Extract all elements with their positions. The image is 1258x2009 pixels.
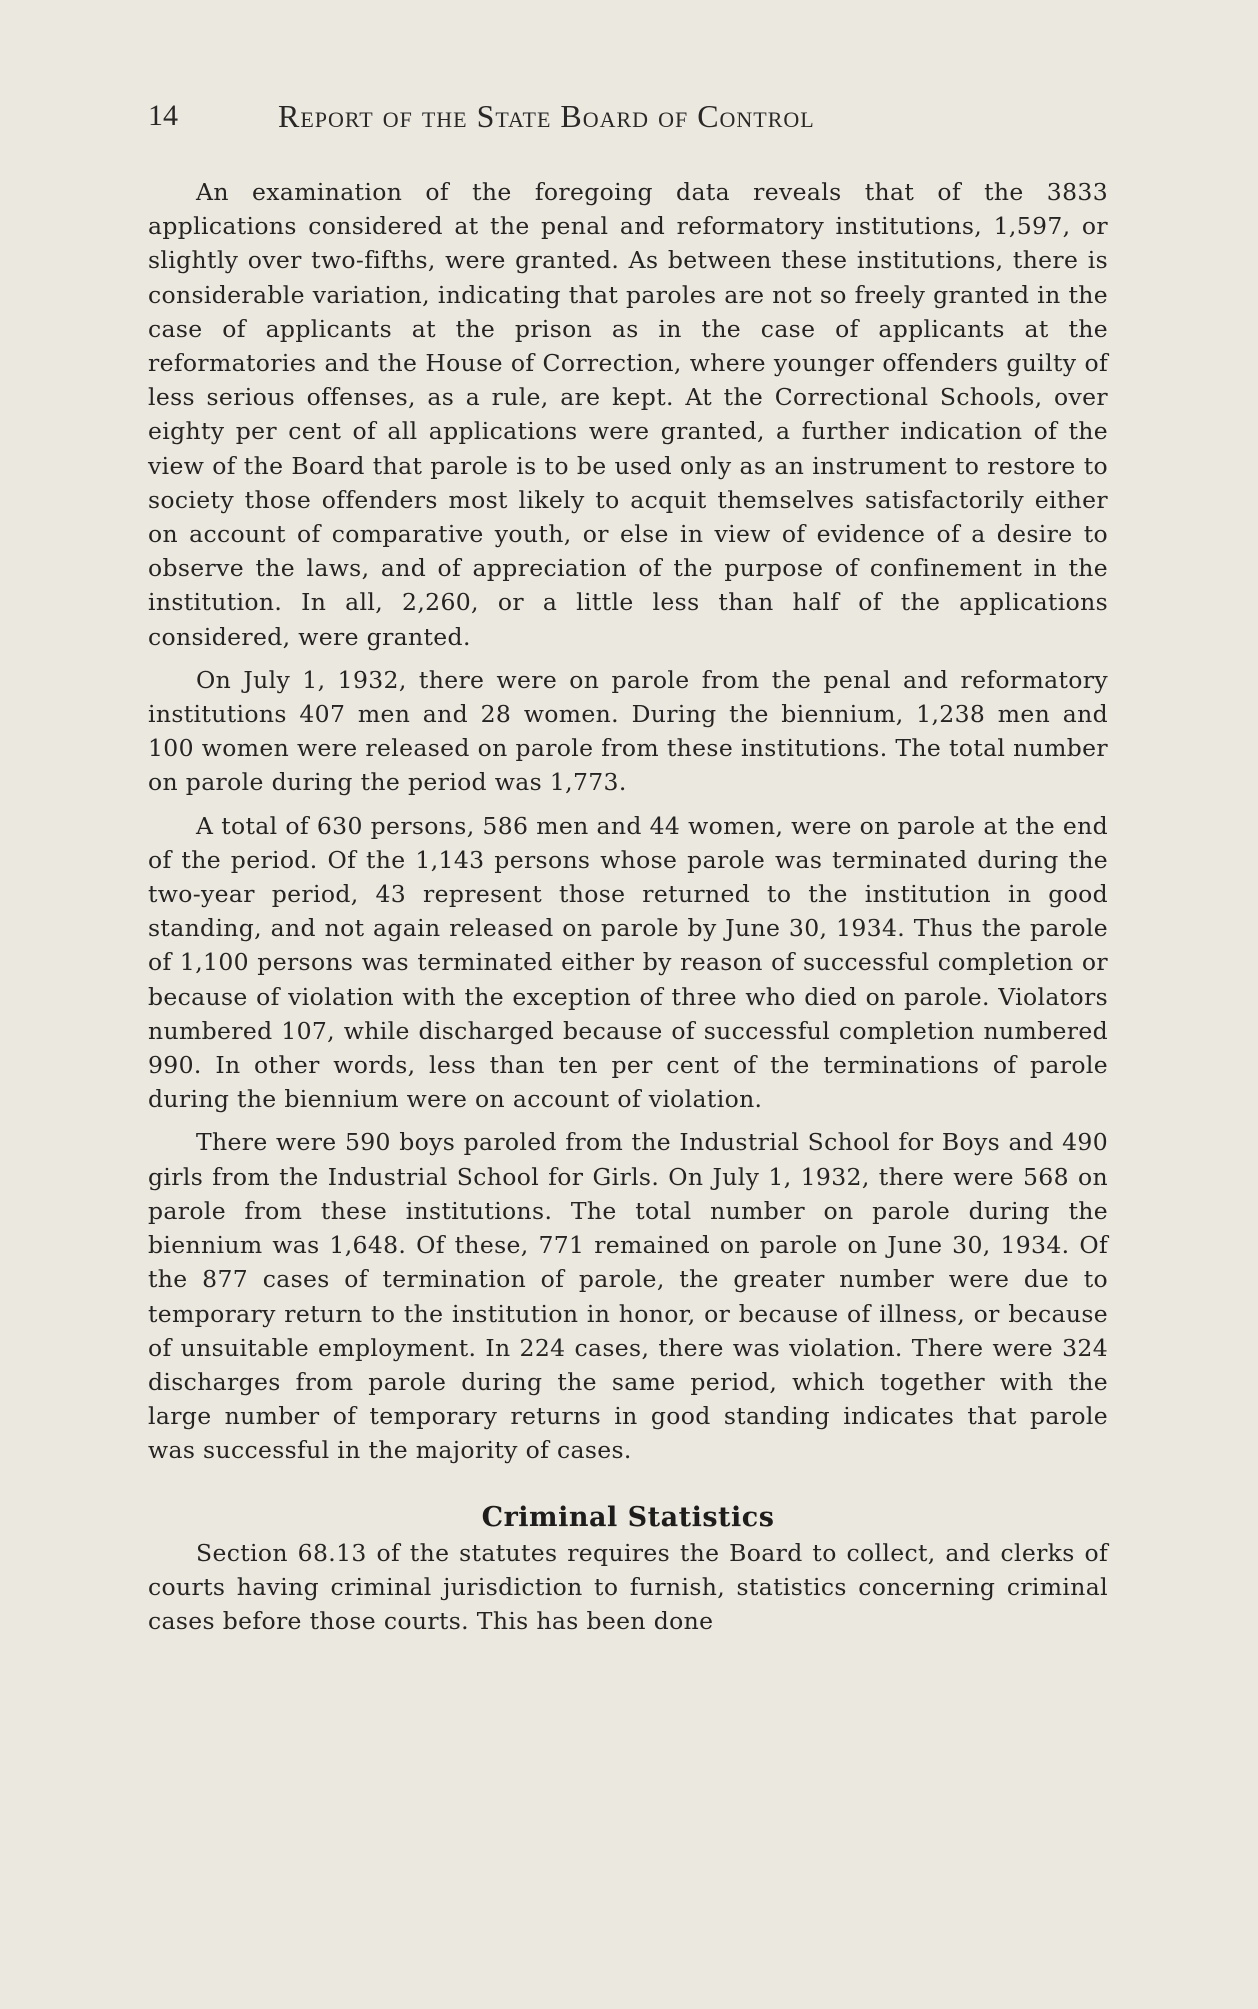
paragraph-parole-applications: An examination of the foregoing data reveals that of the 3833 applications considered at the penal and reformatory institutions, 1,597, or slightly over two-fifths, were granted. As between these institutions, there is considerable variation, indicating that paroles are not so freely granted in the case of applicants at the prison as in the case of applicants at the reformatories and the House of Correction, where younger offenders guilty of less serious offenses, as a rule, are kept. At the Correctional Schools, over eighty per cent of all applications were granted, a further indication of the view of the Board that parole is to be used only as an instrument to restore to society those offenders most likely to acquit themselves satisfactorily either on account of comparative youth, or else in view of evidence of a desire to observe the laws, and of appreciation of the purpose of confinement in the institution. In all, 2,260, or a little less than half of the applications considered, were granted. <box>148 178 1108 651</box>
running-head <box>148 96 1108 144</box>
paragraph-parole-terminations: A total of 630 persons, 586 men and 44 women, were on parole at the end of the period. Of the 1,143 persons whose parole was terminated during the two-year period, 43 represent those returned to the institution in good standing, and not again released on parole by June 30, 1934. Thus the parole of 1,100 persons was terminated either by reason of successful completion or because of violation with the exception of three who died on parole. Violators numbered 107, while discharged because of successful completion numbered 990. In other words, less than ten per cent of the terminations of parole during the biennium were on account of violation. <box>148 811 1108 1114</box>
running-head-title: Report of the State Board of Control <box>278 98 815 134</box>
paragraph-parole-july-1932: On July 1, 1932, there were on parole from the penal and reformatory institutions 407 men and 28 women. During the biennium, 1,238 men and 100 women were released on parole from these institutions. The total number on parole during the period was 1,773. <box>148 665 1108 797</box>
section-heading: Criminal Statistics <box>481 1501 775 1533</box>
paragraph-criminal-statistics: Section 68.13 of the statutes requires the Board to collect, and clerks of courts having criminal jurisdiction to furnish, statistics concerning criminal cases before those courts. This has been done <box>148 1538 1108 1635</box>
paragraph-industrial-schools: There were 590 boys paroled from the Industrial School for Boys and 490 girls from the Industrial School for Girls. On July 1, 1932, there were 568 on parole from these institutions. The total number on parole during the biennium was 1,648. Of these, 771 remained on parole on June 30, 1934. Of the 877 cases of termination of parole, the greater number were due to temporary return to the institution in honor, or because of illness, or because of unsuitable employment. In 224 cases, there was violation. There were 324 discharges from parole during the same period, which together with the large number of temporary returns in good standing indicates that parole was successful in the majority of cases. <box>148 1128 1108 1465</box>
page-number: 14 <box>148 99 178 132</box>
body-text <box>148 175 1108 1647</box>
